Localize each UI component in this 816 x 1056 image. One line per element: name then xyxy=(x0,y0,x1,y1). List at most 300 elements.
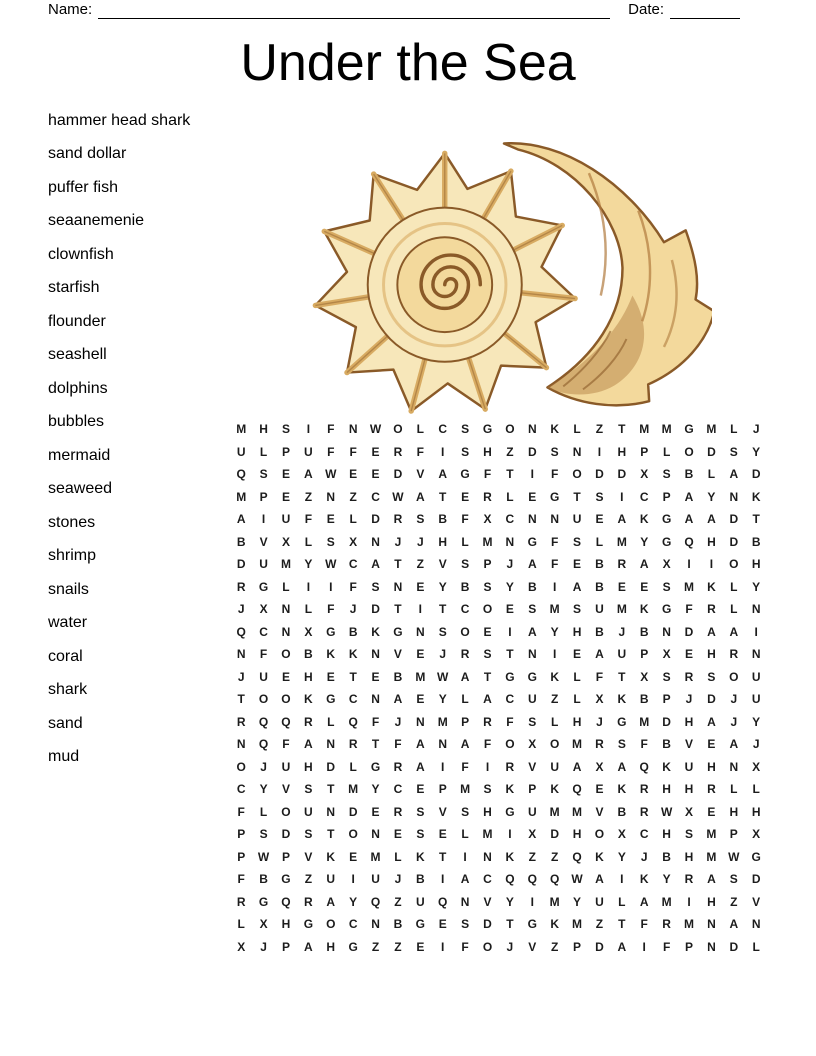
grid-letter: L xyxy=(550,714,559,729)
grid-letter: K xyxy=(662,759,671,774)
grid-letter: R xyxy=(729,647,739,662)
grid-letter: R xyxy=(393,759,403,774)
grid-letter: U xyxy=(595,894,604,909)
grid-letter: G xyxy=(303,917,314,932)
grid-letter: H xyxy=(684,849,694,864)
grid-letter: Z xyxy=(550,692,559,707)
grid-letter: J xyxy=(618,624,626,639)
grid-letter: Y xyxy=(438,579,447,594)
grid-letter: C xyxy=(438,422,448,437)
grid-letter: S xyxy=(528,714,537,729)
grid-letter: H xyxy=(707,647,716,662)
grid-letter: C xyxy=(460,602,470,617)
grid-letter: A xyxy=(393,692,403,707)
grid-letter: V xyxy=(393,647,402,662)
grid-letter: N xyxy=(236,647,246,662)
word-list-item: mermaid xyxy=(48,446,111,464)
grid-letter: N xyxy=(527,647,537,662)
grid-letter: F xyxy=(662,939,671,954)
grid-letter: R xyxy=(483,714,492,729)
grid-letter: M xyxy=(280,557,291,572)
grid-letter: U xyxy=(527,692,537,707)
grid-letter: L xyxy=(349,759,357,774)
grid-letter: O xyxy=(482,602,493,617)
grid-letter: Y xyxy=(707,489,716,504)
grid-letter: M xyxy=(572,804,583,819)
grid-letter: C xyxy=(259,624,268,639)
grid-letter: F xyxy=(416,444,424,459)
word-list-item: bubbles xyxy=(48,413,105,431)
grid-letter: J xyxy=(260,939,267,954)
grid-letter: V xyxy=(438,804,447,819)
grid-letter: A xyxy=(460,669,470,684)
word-list-item: mud xyxy=(48,748,80,766)
grid-letter: F xyxy=(237,804,245,819)
grid-letter: R xyxy=(393,444,403,459)
grid-letter: M xyxy=(616,534,627,549)
grid-letter: J xyxy=(730,714,738,729)
grid-letter: N xyxy=(751,647,761,662)
grid-letter: C xyxy=(348,692,358,707)
grid-letter: E xyxy=(416,647,425,662)
grid-letter: I xyxy=(485,759,490,774)
grid-letter: E xyxy=(281,467,290,482)
grid-letter: I xyxy=(687,894,691,909)
grid-letter: E xyxy=(483,624,492,639)
grid-letter: B xyxy=(393,669,403,684)
grid-letter: W xyxy=(325,557,337,572)
grid-letter: U xyxy=(751,692,761,707)
word-list-item: sand dollar xyxy=(48,145,127,163)
grid-letter: Y xyxy=(573,894,582,909)
grid-letter: T xyxy=(618,422,626,437)
grid-letter: T xyxy=(573,489,581,504)
grid-letter: U xyxy=(304,444,313,459)
grid-letter: Z xyxy=(304,489,313,504)
grid-letter: K xyxy=(550,422,559,437)
grid-letter: J xyxy=(596,714,603,729)
grid-letter: X xyxy=(483,512,492,527)
grid-letter: S xyxy=(550,444,559,459)
grid-letter: P xyxy=(573,939,582,954)
grid-letter: R xyxy=(348,737,358,752)
date-blank-line xyxy=(670,3,740,19)
grid-letter: P xyxy=(729,827,738,842)
grid-letter: Y xyxy=(304,557,313,572)
grid-letter: X xyxy=(685,804,694,819)
grid-letter: N xyxy=(415,624,425,639)
grid-letter: A xyxy=(639,557,649,572)
grid-letter: E xyxy=(371,467,380,482)
grid-letter: D xyxy=(729,534,739,549)
grid-letter: W xyxy=(660,804,673,819)
grid-letter: R xyxy=(595,737,604,752)
grid-row xyxy=(230,666,767,689)
grid-letter: L xyxy=(506,489,514,504)
grid-letter: X xyxy=(237,939,246,954)
grid-letter: M xyxy=(348,782,359,797)
grid-letter: E xyxy=(349,467,358,482)
grid-letter: E xyxy=(393,827,402,842)
grid-letter: R xyxy=(393,512,403,527)
grid-letter: F xyxy=(461,512,469,527)
grid-letter: Q xyxy=(258,737,269,752)
grid-letter: J xyxy=(752,422,760,437)
grid-letter: H xyxy=(751,557,761,572)
grid-letter: U xyxy=(371,872,380,887)
grid-letter: O xyxy=(729,557,739,572)
grid-letter: X xyxy=(349,534,358,549)
grid-letter: I xyxy=(261,512,266,527)
grid-letter: O xyxy=(281,647,291,662)
grid-letter: G xyxy=(281,872,291,887)
grid-letter: R xyxy=(639,782,649,797)
grid-letter: K xyxy=(304,692,313,707)
grid-letter: A xyxy=(595,647,604,662)
grid-letter: F xyxy=(394,737,402,752)
grid-letter: O xyxy=(482,939,493,954)
grid-letter: Q xyxy=(258,714,269,729)
grid-letter: S xyxy=(662,467,671,482)
grid-letter: M xyxy=(482,534,493,549)
grid-letter: N xyxy=(662,624,671,639)
grid-letter: D xyxy=(751,467,761,482)
grid-letter: M xyxy=(437,714,448,729)
grid-letter: F xyxy=(595,669,604,684)
grid-letter: L xyxy=(573,422,581,437)
grid-letter: I xyxy=(441,444,445,459)
grid-letter: D xyxy=(662,714,671,729)
grid-letter: U xyxy=(684,759,694,774)
word-list-item: hammer head shark xyxy=(48,111,191,129)
grid-letter: P xyxy=(281,849,290,864)
grid-letter: W xyxy=(325,467,337,482)
grid-letter: F xyxy=(327,602,335,617)
grid-letter: X xyxy=(595,692,604,707)
grid-letter: H xyxy=(281,917,291,932)
grid-letter: U xyxy=(751,669,761,684)
grid-letter: L xyxy=(416,422,424,437)
grid-letter: I xyxy=(687,557,691,572)
grid-letter: B xyxy=(527,579,537,594)
grid-letter: Y xyxy=(505,894,514,909)
grid-letter: B xyxy=(595,624,604,639)
grid-letter: H xyxy=(438,534,448,549)
grid-letter: T xyxy=(618,669,626,684)
grid-letter: T xyxy=(349,669,357,684)
grid-letter: R xyxy=(707,602,716,617)
word-list-item: starfish xyxy=(48,279,100,297)
grid-letter: X xyxy=(640,467,649,482)
grid-letter: H xyxy=(729,804,739,819)
grid-letter: S xyxy=(461,917,470,932)
grid-letter: E xyxy=(326,669,335,684)
grid-row xyxy=(230,846,767,869)
grid-letter: H xyxy=(684,782,694,797)
grid-letter: N xyxy=(371,647,380,662)
grid-letter: U xyxy=(326,872,336,887)
grid-letter: C xyxy=(505,692,515,707)
grid-letter: L xyxy=(304,602,313,617)
grid-letter: M xyxy=(684,917,694,932)
grid-letter: A xyxy=(684,512,694,527)
grid-letter: J xyxy=(506,939,514,954)
grid-letter: S xyxy=(483,579,492,594)
grid-letter: A xyxy=(527,557,537,572)
grid-letter: M xyxy=(616,602,627,617)
grid-letter: D xyxy=(729,512,739,527)
grid-letter: G xyxy=(415,917,425,932)
grid-letter: N xyxy=(729,759,739,774)
grid-letter: C xyxy=(348,557,358,572)
grid-letter: B xyxy=(236,534,246,549)
grid-row xyxy=(230,441,767,464)
grid-letter: Z xyxy=(371,939,380,954)
grid-letter: M xyxy=(706,827,717,842)
grid-letter: K xyxy=(550,669,559,684)
grid-letter: A xyxy=(729,917,739,932)
grid-letter: F xyxy=(259,647,268,662)
grid-letter: A xyxy=(438,467,448,482)
grid-letter: S xyxy=(461,557,470,572)
grid-letter: H xyxy=(572,827,582,842)
grid-letter: R xyxy=(505,759,515,774)
grid-letter: I xyxy=(754,624,758,639)
grid-letter: N xyxy=(371,827,380,842)
grid-letter: B xyxy=(393,917,403,932)
grid-letter: A xyxy=(684,489,694,504)
grid-letter: P xyxy=(259,489,268,504)
grid-letter: K xyxy=(505,849,515,864)
grid-letter: N xyxy=(281,602,291,617)
grid-letter: L xyxy=(752,782,760,797)
grid-letter: S xyxy=(304,782,313,797)
grid-letter: I xyxy=(351,872,355,887)
grid-letter: E xyxy=(505,602,514,617)
grid-letter: Q xyxy=(370,894,381,909)
grid-letter: Q xyxy=(236,467,246,482)
grid-letter: V xyxy=(528,939,537,954)
grid-letter: A xyxy=(415,759,425,774)
grid-letter: A xyxy=(572,579,582,594)
grid-letter: N xyxy=(483,849,492,864)
grid-letter: B xyxy=(751,534,761,549)
grid-letter: E xyxy=(707,737,716,752)
grid-letter: I xyxy=(463,849,467,864)
grid-letter: A xyxy=(415,737,425,752)
grid-letter: M xyxy=(549,894,560,909)
grid-letter: I xyxy=(508,827,512,842)
grid-letter: Q xyxy=(281,894,291,909)
grid-letter: N xyxy=(729,489,739,504)
grid-letter: O xyxy=(460,624,470,639)
grid-letter: H xyxy=(684,714,694,729)
grid-letter: P xyxy=(461,714,470,729)
grid-letter: A xyxy=(617,759,627,774)
grid-letter: D xyxy=(236,557,246,572)
grid-letter: Q xyxy=(639,759,649,774)
grid-letter: D xyxy=(729,939,739,954)
grid-letter: E xyxy=(528,489,537,504)
grid-letter: P xyxy=(685,939,694,954)
grid-letter: Q xyxy=(348,714,358,729)
grid-letter: G xyxy=(482,422,493,437)
grid-letter: E xyxy=(573,557,582,572)
grid-letter: G xyxy=(370,759,381,774)
grid-letter: X xyxy=(617,827,626,842)
grid-letter: D xyxy=(751,872,761,887)
grid-letter: U xyxy=(236,444,246,459)
grid-letter: P xyxy=(281,444,290,459)
grid-letter: S xyxy=(662,669,671,684)
grid-letter: Y xyxy=(550,624,559,639)
grid-letter: D xyxy=(595,939,604,954)
grid-letter: L xyxy=(461,534,469,549)
grid-letter: T xyxy=(394,557,402,572)
grid-letter: A xyxy=(595,872,604,887)
grid-letter: V xyxy=(304,849,313,864)
grid-letter: T xyxy=(506,917,514,932)
grid-letter: F xyxy=(550,534,559,549)
word-list-item: seashell xyxy=(48,346,107,364)
grid-letter: I xyxy=(552,579,557,594)
grid-letter: O xyxy=(236,759,246,774)
word-list-item: seaweed xyxy=(48,480,113,498)
grid-letter: M xyxy=(572,737,583,752)
grid-letter: A xyxy=(707,872,716,887)
grid-letter: M xyxy=(549,804,560,819)
grid-letter: D xyxy=(348,804,358,819)
grid-letter: Q xyxy=(505,872,515,887)
page-title: Under the Sea xyxy=(240,34,576,92)
grid-letter: E xyxy=(438,917,447,932)
grid-row xyxy=(230,486,767,509)
grid-letter: Z xyxy=(349,489,357,504)
grid-letter: E xyxy=(416,692,425,707)
letter-grid xyxy=(230,418,767,958)
grid-letter: R xyxy=(236,714,246,729)
grid-letter: H xyxy=(617,444,627,459)
grid-letter: Y xyxy=(259,782,268,797)
grid-letter: B xyxy=(662,849,671,864)
grid-letter: P xyxy=(237,827,246,842)
grid-letter: E xyxy=(461,489,470,504)
grid-letter: G xyxy=(661,512,672,527)
grid-letter: O xyxy=(258,692,269,707)
grid-letter: S xyxy=(528,602,537,617)
grid-letter: G xyxy=(393,624,403,639)
grid-letter: S xyxy=(371,579,380,594)
grid-letter: G xyxy=(460,467,470,482)
grid-letter: I xyxy=(508,624,512,639)
grid-letter: B xyxy=(595,557,604,572)
grid-letter: B xyxy=(304,647,313,662)
grid-letter: G xyxy=(617,714,627,729)
grid-letter: P xyxy=(438,782,447,797)
grid-letter: Z xyxy=(595,422,604,437)
grid-letter: N xyxy=(371,692,380,707)
grid-letter: Q xyxy=(281,714,291,729)
grid-letter: U xyxy=(550,759,559,774)
word-list-item: stones xyxy=(48,513,96,531)
grid-letter: O xyxy=(505,422,515,437)
grid-letter: N xyxy=(572,444,582,459)
grid-letter: M xyxy=(639,422,650,437)
word-list-item: water xyxy=(48,614,88,632)
grid-letter: D xyxy=(371,512,380,527)
grid-letter: E xyxy=(617,579,626,594)
grid-letter: L xyxy=(752,939,760,954)
grid-letter: U xyxy=(595,602,604,617)
grid-letter: N xyxy=(527,422,537,437)
grid-letter: E xyxy=(281,669,290,684)
grid-letter: A xyxy=(460,872,470,887)
grid-letter: C xyxy=(483,872,492,887)
grid-letter: Z xyxy=(730,894,738,909)
grid-letter: X xyxy=(662,647,671,662)
grid-letter: I xyxy=(620,489,624,504)
grid-letter: R xyxy=(662,917,671,932)
grid-letter: W xyxy=(571,872,583,887)
grid-letter: K xyxy=(707,579,716,594)
grid-letter: P xyxy=(528,782,537,797)
grid-letter: Z xyxy=(506,444,514,459)
grid-letter: H xyxy=(259,422,268,437)
grid-letter: C xyxy=(371,489,380,504)
grid-letter: L xyxy=(730,602,738,617)
grid-letter: N xyxy=(415,714,425,729)
grid-letter: S xyxy=(416,512,425,527)
grid-letter: C xyxy=(236,782,246,797)
grid-letter: V xyxy=(281,782,290,797)
grid-letter: O xyxy=(326,917,336,932)
grid-letter: N xyxy=(326,804,336,819)
grid-row xyxy=(230,418,767,441)
grid-letter: W xyxy=(437,669,449,684)
word-list-item: clownfish xyxy=(48,245,114,263)
grid-row xyxy=(230,733,767,756)
grid-letter: I xyxy=(642,939,646,954)
grid-letter: X xyxy=(281,534,290,549)
grid-letter: B xyxy=(415,872,425,887)
grid-letter: G xyxy=(326,692,336,707)
grid-letter: Y xyxy=(752,444,761,459)
grid-letter: F xyxy=(483,467,492,482)
grid-row xyxy=(230,621,767,644)
grid-letter: F xyxy=(506,714,514,729)
grid-letter: D xyxy=(707,692,716,707)
grid-letter: U xyxy=(281,759,291,774)
grid-letter: T xyxy=(439,849,447,864)
grid-letter: Z xyxy=(394,939,402,954)
grid-letter: M xyxy=(684,579,694,594)
grid-letter: M xyxy=(236,489,247,504)
grid-letter: G xyxy=(348,939,358,954)
grid-letter: G xyxy=(258,579,269,594)
grid-letter: U xyxy=(527,804,537,819)
grid-letter: K xyxy=(550,917,559,932)
grid-letter: I xyxy=(620,872,624,887)
grid-letter: P xyxy=(640,444,649,459)
grid-letter: S xyxy=(617,737,626,752)
grid-letter: S xyxy=(595,489,604,504)
grid-letter: L xyxy=(282,579,290,594)
grid-letter: M xyxy=(236,422,247,437)
grid-letter: F xyxy=(640,737,648,752)
grid-letter: B xyxy=(639,692,649,707)
grid-letter: S xyxy=(416,804,425,819)
grid-letter: R xyxy=(460,647,470,662)
